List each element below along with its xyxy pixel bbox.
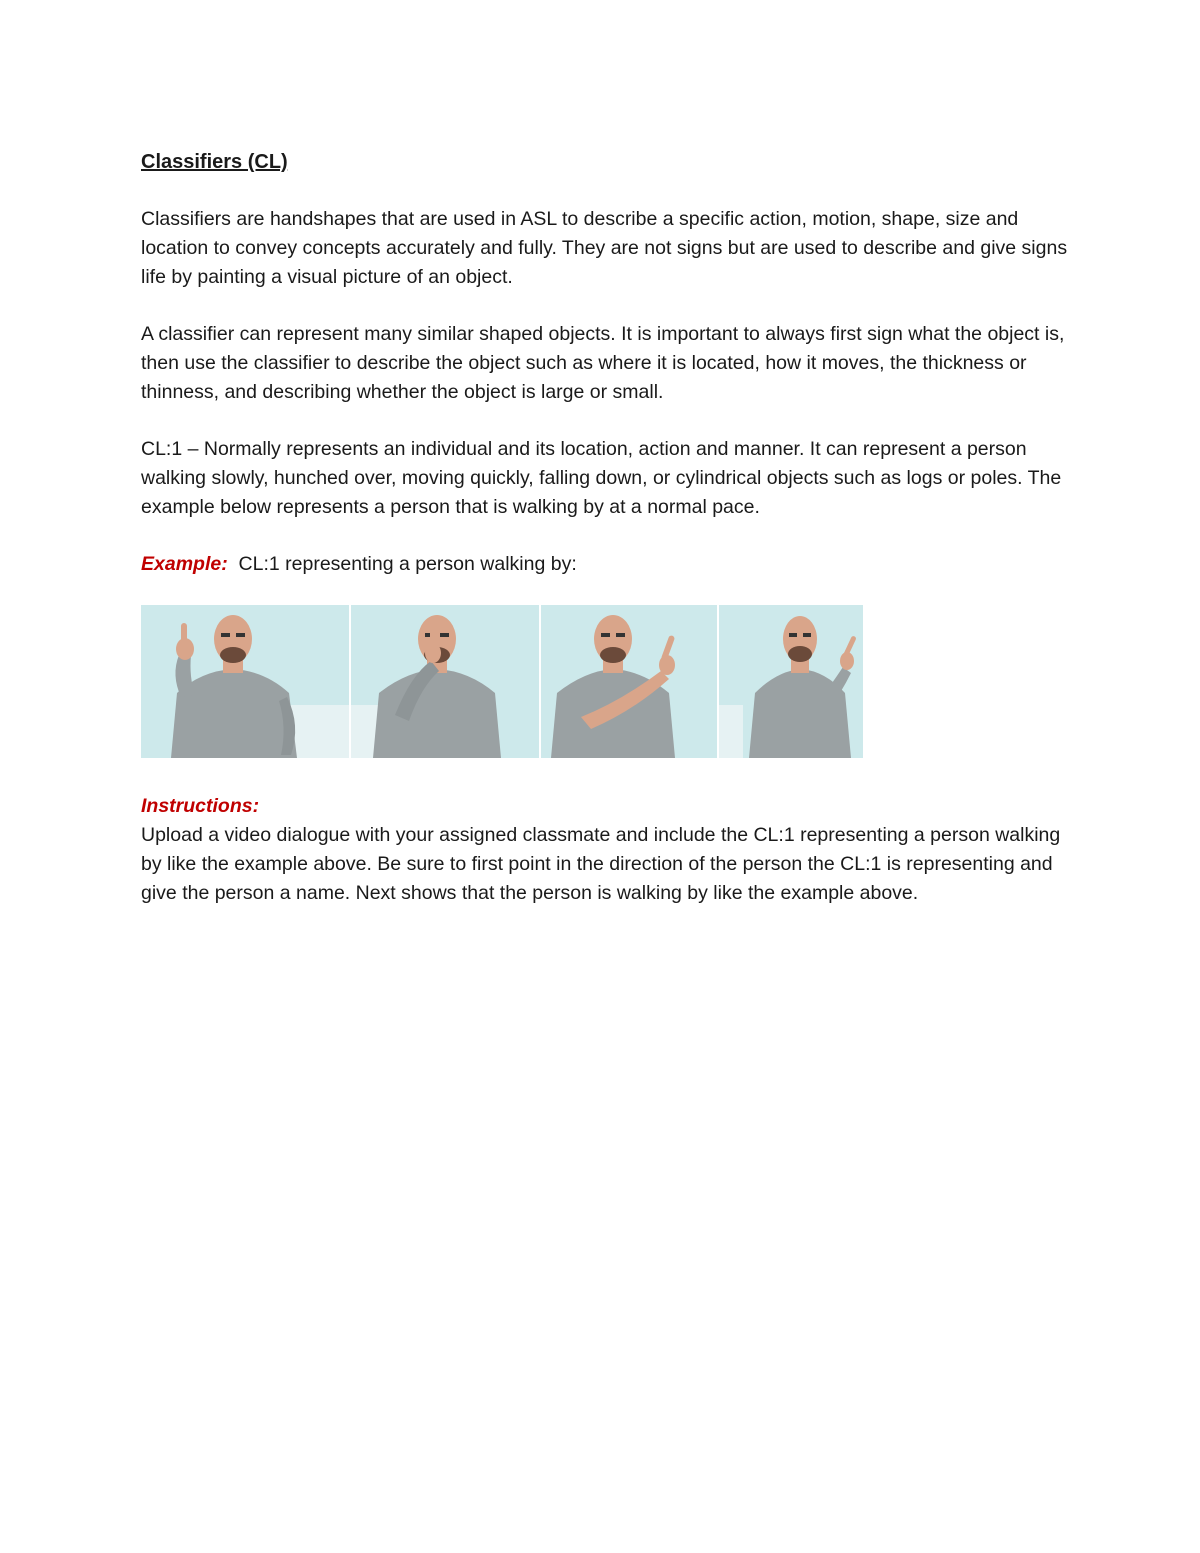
paragraph-intro: Classifiers are handshapes that are used in ASL to describe a specific action, motion, shape, size and location to convey concepts accurately and fully. They are not signs but are used to describe and give signs life by painting a visual picture of an object. [141,208,1068,288]
photo-frame-4 [719,605,863,758]
instructions-label: Instructions: [141,795,260,817]
photo-frame-2 [351,605,539,758]
example-line [141,550,1071,579]
signer-photo-1 [141,605,349,758]
photo-frame-1 [141,605,349,758]
photo-frame-3 [541,605,717,758]
paragraph-cl1: CL:1 – Normally represents an individual and its location, action and manner. It can represent a person walking slowly, hunched over, moving quickly, falling down, or cylindrical objects such as logs or poles. The example below represents a person that is walking by at a normal pace. [141,438,1062,518]
signer-photo-4 [719,605,863,758]
paragraph-classifier-objects: A classifier can represent many similar shaped objects. It is important to always first sign what the object is, then use the classifier to describe the object such as where it is located, how it moves, the thickness or thinness, and describing whether the object is large or small. [141,323,1065,403]
instructions-text: Upload a video dialogue with your assigned classmate and include the CL:1 representing a person walking by like the example above. Be sure to first point in the direction of the person the CL:1 is representing and give the person a name. Next shows that the person is walking by like the example above. [141,824,1061,904]
photo-strip [141,605,865,758]
document-page [141,148,1071,908]
document-title: Classifiers (CL) [141,151,288,173]
example-label: Example: [141,553,228,575]
signer-photo-2 [351,605,539,758]
signer-photo-3 [541,605,717,758]
example-text: CL:1 representing a person walking by: [238,553,577,575]
